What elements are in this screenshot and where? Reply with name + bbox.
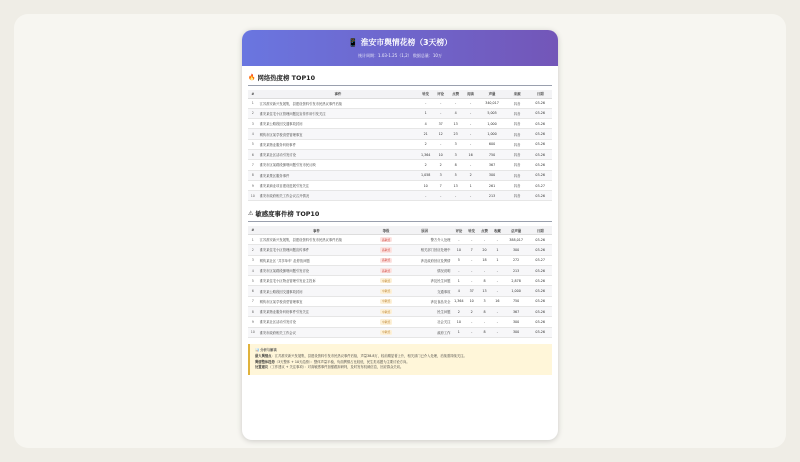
table-cell-date: 03-26	[528, 191, 552, 201]
table-cell-c5: 213	[478, 191, 506, 201]
table-cell-c3: 8	[478, 307, 491, 317]
table-cell-c2: -	[465, 327, 478, 337]
table-cell-total: 213	[504, 265, 529, 275]
column-header: 评论	[433, 90, 448, 98]
table-row[interactable]	[248, 255, 552, 265]
table-cell-title: 淮安某商业项目建设进展引发关注	[258, 180, 419, 190]
table-row[interactable]	[248, 160, 552, 170]
table-cell-c3: 20	[478, 245, 491, 255]
table-cell-date: 03-26	[528, 98, 552, 108]
table-cell-c4: -	[491, 234, 504, 244]
table-cell-c5: 5,005	[478, 108, 506, 118]
table-cell-reason: 涉及食品安全	[397, 296, 453, 306]
table-cell-c1: 10	[452, 245, 465, 255]
level-badge: 中敏感	[381, 319, 391, 324]
table-cell-src: 抖音	[506, 129, 528, 139]
table-cell-title: 淮安市区某路段拥堵问题引发市民反映	[258, 160, 419, 170]
table-cell-n: 6	[248, 286, 258, 296]
table-cell-c1: 4	[418, 119, 433, 129]
table-row[interactable]	[248, 317, 552, 327]
table-cell-c3: 13	[448, 180, 463, 190]
column-header: 日期	[528, 226, 552, 234]
table-cell-c3: 4	[448, 108, 463, 118]
table-row[interactable]	[248, 98, 552, 108]
table-cell-c4: 16	[463, 149, 478, 159]
table-cell-c3: 8	[478, 276, 491, 286]
table-cell-c4: -	[463, 108, 478, 118]
column-header: #	[248, 226, 258, 234]
table-cell-total: 272	[504, 255, 529, 265]
table-cell-c3: -	[448, 98, 463, 108]
table-cell-total: 300	[504, 317, 529, 327]
table-cell-title: 淮安某社区活动引发讨论	[258, 317, 376, 327]
table-cell-title: 淮安某公路段因交通事故封闭	[258, 119, 419, 129]
column-header: 转发	[418, 90, 433, 98]
table-cell-c3: 23	[448, 129, 463, 139]
table-cell-title: 淮安市政府相关工作会议召开情况	[258, 191, 419, 201]
table-cell-c1: 1	[452, 276, 465, 286]
table-cell-title: 淮安某景区服务事件	[258, 170, 419, 180]
table-cell-c4: -	[491, 276, 504, 286]
table-row[interactable]	[248, 265, 552, 275]
column-header: 收藏	[491, 226, 504, 234]
table-cell-c4: 1	[491, 245, 504, 255]
table-row[interactable]	[248, 327, 552, 337]
table-row[interactable]	[248, 245, 552, 255]
column-header: 日期	[528, 90, 552, 98]
table-cell-date: 03-26	[528, 160, 552, 170]
table-cell-title: 淮安某物业服务纠纷事件引发关注	[258, 307, 376, 317]
table-cell-c4: -	[463, 139, 478, 149]
table-cell-title: 淮安某物业服务纠纷事件	[258, 139, 419, 149]
table-cell-n: 7	[248, 296, 258, 306]
column-header: 转发	[465, 226, 478, 234]
table-cell-c3: 3	[478, 296, 491, 306]
table-cell-c5: 600	[478, 139, 506, 149]
table-cell-c4: -	[491, 307, 504, 317]
table-cell-date: 03-26	[528, 234, 552, 244]
table-cell-date: 03-26	[528, 296, 552, 306]
table-cell-c3: 3	[448, 149, 463, 159]
table-cell-c3: 8	[448, 160, 463, 170]
table-cell-reason: 社会关注	[397, 317, 453, 327]
table-cell-n: 8	[248, 170, 258, 180]
table-cell-c3: 13	[478, 286, 491, 296]
table-cell-total: 300	[504, 245, 529, 255]
table-cell-c2: -	[433, 191, 448, 201]
table-row[interactable]	[248, 286, 552, 296]
table-cell-c1: 21	[418, 129, 433, 139]
table-row[interactable]	[248, 149, 552, 159]
table-cell-total: 388,017	[504, 234, 529, 244]
table-cell-date: 03-26	[528, 139, 552, 149]
level-badge: 高敏感	[381, 268, 391, 273]
chart-icon: 📊	[255, 347, 260, 352]
table-cell-c3: 18	[478, 255, 491, 265]
table-cell-c4: -	[491, 265, 504, 275]
table-row[interactable]	[248, 296, 552, 306]
level-badge: 中敏感	[381, 289, 391, 294]
table-cell-title: 淮安某社区活动引发讨论	[258, 149, 419, 159]
table-cell-c3: 5	[448, 170, 463, 180]
table-cell-n: 2	[248, 245, 258, 255]
table-cell-c4: -	[463, 129, 478, 139]
table-cell-c2: 10	[465, 296, 478, 306]
table-cell-n: 9	[248, 317, 258, 327]
table-cell-c4: -	[491, 286, 504, 296]
table-cell-c4: -	[491, 327, 504, 337]
table-cell-level	[375, 317, 396, 327]
table-cell-date: 03-26	[528, 170, 552, 180]
column-header: 声量	[478, 90, 506, 98]
table-cell-date: 03-26	[528, 286, 552, 296]
table-cell-c2: 2	[465, 307, 478, 317]
table-cell-title: 江苏淮安新兴发展集，县建设资料引发市民热议事件后续	[258, 234, 376, 244]
table-cell-c1: 1,364	[418, 149, 433, 159]
table-cell-n: 4	[248, 265, 258, 275]
table-cell-level	[375, 276, 396, 286]
table-cell-c1: 1,364	[452, 296, 465, 306]
table-cell-date: 03-26	[528, 265, 552, 275]
table-cell-total: 1,000	[504, 286, 529, 296]
table-cell-title: 网传市区某学校食堂管理事宜	[258, 129, 419, 139]
table-cell-c4: -	[463, 160, 478, 170]
column-header: 等级	[375, 226, 396, 234]
table-cell-n: 5	[248, 139, 258, 149]
table-cell-c2: 10	[433, 149, 448, 159]
table-cell-c2: -	[433, 98, 448, 108]
table-cell-title: 淮安某住宅小区物业管理引发业主投诉	[258, 276, 376, 286]
table-row[interactable]	[248, 108, 552, 118]
table-row[interactable]	[248, 307, 552, 317]
level-badge: 高敏感	[381, 258, 391, 263]
table-cell-c4: 1	[463, 180, 478, 190]
table-row[interactable]	[248, 139, 552, 149]
table-cell-c2: 12	[433, 129, 448, 139]
column-header: 总声量	[504, 226, 529, 234]
neg-section-label: 敏感度事件榜 TOP10	[255, 210, 320, 219]
table-cell-n: 1	[248, 234, 258, 244]
analysis-note	[248, 344, 552, 375]
table-cell-c1: 1,058	[418, 170, 433, 180]
table-cell-n: 3	[248, 119, 258, 129]
report-title: 淮安市舆情花榜（3天榜）	[360, 38, 452, 47]
neg-section-title	[248, 209, 552, 222]
table-cell-c2: -	[465, 317, 478, 327]
table-cell-src: 抖音	[506, 160, 528, 170]
table-cell-title: 淮安某住宅小区管理问题宣传事件	[258, 245, 376, 255]
table-cell-n: 5	[248, 276, 258, 286]
table-cell-c1: 5	[452, 255, 465, 265]
table-cell-c1: 10	[452, 317, 465, 327]
table-cell-date: 03-26	[528, 129, 552, 139]
analysis-line-2: 舆情整体趋势（3天整体 + 10天趋势）：整体声量平稳，负面舆情占比较低，民生类话题为主要讨论方向。	[255, 359, 410, 364]
table-cell-c2: -	[465, 234, 478, 244]
table-cell-c5: 367	[478, 160, 506, 170]
table-cell-c3: -	[478, 265, 491, 275]
level-badge: 中敏感	[381, 330, 391, 335]
table-cell-total: 300	[504, 327, 529, 337]
table-cell-level	[375, 234, 396, 244]
table-cell-n: 2	[248, 108, 258, 118]
table-cell-n: 10	[248, 191, 258, 201]
warning-icon: ⚠	[248, 210, 254, 218]
table-cell-title: 淮安市区某路段拥堵问题引发讨论	[258, 265, 376, 275]
table-cell-c4: -	[491, 317, 504, 327]
table-cell-n: 10	[248, 327, 258, 337]
hot-table	[248, 90, 552, 201]
table-cell-c1: 4	[452, 286, 465, 296]
table-cell-level	[375, 245, 396, 255]
table-cell-date: 03-27	[528, 180, 552, 190]
analysis-line-3: 处置建议（工作建议 + 关注事项）：对高敏感事件加强跟踪研判，及时发布权威信息，回应群众关切。	[255, 365, 404, 370]
table-cell-reason: 民生问题	[397, 307, 453, 317]
table-cell-src: 抖音	[506, 149, 528, 159]
table-cell-date: 03-26	[528, 276, 552, 286]
table-cell-date: 03-26	[528, 245, 552, 255]
table-cell-title: 淮安市政府相关工作会议	[258, 327, 376, 337]
table-cell-date: 03-27	[528, 255, 552, 265]
level-badge: 中敏感	[381, 309, 391, 314]
table-cell-n: 3	[248, 255, 258, 265]
table-cell-c5: 261	[478, 180, 506, 190]
table-cell-reason: 交通事故	[397, 286, 453, 296]
table-cell-src: 抖音	[506, 180, 528, 190]
table-cell-date: 03-26	[528, 149, 552, 159]
neg-table	[248, 226, 552, 337]
table-cell-c5: 1,000	[478, 119, 506, 129]
table-cell-level	[375, 307, 396, 317]
table-cell-c1: -	[418, 191, 433, 201]
table-cell-c2: 7	[465, 245, 478, 255]
table-cell-c3: -	[448, 191, 463, 201]
table-cell-level	[375, 296, 396, 306]
table-cell-c1: 1	[418, 108, 433, 118]
table-cell-c1: 2	[452, 307, 465, 317]
table-cell-c3: -	[478, 317, 491, 327]
table-cell-c2: -	[433, 139, 448, 149]
table-cell-date: 03-26	[528, 327, 552, 337]
report-header	[242, 30, 558, 66]
table-cell-c4: -	[463, 98, 478, 108]
table-cell-c5: 300	[478, 170, 506, 180]
table-cell-n: 4	[248, 129, 258, 139]
report-card	[242, 30, 558, 440]
table-cell-src: 抖音	[506, 119, 528, 129]
table-cell-c1: -	[452, 265, 465, 275]
column-header: 点赞	[478, 226, 491, 234]
table-row[interactable]	[248, 191, 552, 201]
table-cell-c5: 340,017	[478, 98, 506, 108]
table-cell-c1: -	[452, 234, 465, 244]
table-cell-level	[375, 286, 396, 296]
table-cell-src: 抖音	[506, 170, 528, 180]
table-cell-date: 03-26	[528, 317, 552, 327]
table-cell-n: 9	[248, 180, 258, 190]
table-cell-c4: 2	[463, 170, 478, 180]
fire-icon: 🔥	[248, 74, 256, 81]
table-cell-c5: 750	[478, 149, 506, 159]
table-cell-reason: 情况说明	[397, 265, 453, 275]
table-cell-level	[375, 327, 396, 337]
table-cell-c2: -	[465, 276, 478, 286]
table-cell-c2: 2	[433, 160, 448, 170]
table-cell-c2: -	[465, 265, 478, 275]
column-header: 来源	[506, 90, 528, 98]
table-cell-c4: -	[463, 191, 478, 201]
table-cell-c3: 8	[478, 327, 491, 337]
table-row[interactable]	[248, 276, 552, 286]
table-cell-reason: 涉及政府回应及舆情	[397, 255, 453, 265]
table-cell-n: 7	[248, 160, 258, 170]
table-cell-c1: 10	[418, 180, 433, 190]
column-header: 事件	[258, 226, 376, 234]
table-cell-c1: 2	[418, 139, 433, 149]
table-cell-c1: -	[418, 98, 433, 108]
table-cell-reason: 政府工作	[397, 327, 453, 337]
table-cell-total: 367	[504, 307, 529, 317]
table-row[interactable]	[248, 170, 552, 180]
table-cell-src: 抖音	[506, 139, 528, 149]
phone-icon: 📱	[348, 38, 358, 47]
level-badge: 高敏感	[381, 247, 391, 252]
table-cell-date: 03-26	[528, 119, 552, 129]
report-title-row	[242, 37, 558, 48]
table-cell-title: 江苏淮安新兴发展集，县建设资料引发市民热议事件后续	[258, 98, 419, 108]
table-cell-level	[375, 265, 396, 275]
table-cell-total: 2,878	[504, 276, 529, 286]
table-cell-c4: -	[463, 119, 478, 129]
table-cell-n: 6	[248, 149, 258, 159]
table-cell-date: 03-26	[528, 307, 552, 317]
column-header: 评论	[452, 226, 465, 234]
table-cell-src: 抖音	[506, 108, 528, 118]
table-cell-c5: 1,000	[478, 129, 506, 139]
table-cell-n: 1	[248, 98, 258, 108]
level-badge: 中敏感	[381, 299, 391, 304]
table-cell-c2: -	[433, 108, 448, 118]
analysis-line-1: 最大舆情点：江苏淮安新兴发展集，县建设资料引发市民热议事件后续，声量38.8万，较前期显著上升，相关部门已介入处理，后续需持续关注。	[255, 354, 467, 359]
table-row[interactable]	[248, 234, 552, 244]
level-badge: 高敏感	[381, 237, 391, 242]
table-cell-c2: 37	[433, 119, 448, 129]
table-row[interactable]	[248, 119, 552, 129]
table-cell-src: 抖音	[506, 98, 528, 108]
table-cell-c2: 3	[433, 170, 448, 180]
table-cell-reason: 警方介入处理	[397, 234, 453, 244]
table-cell-reason: 涉及民生问题	[397, 276, 453, 286]
column-header: 阅读	[463, 90, 478, 98]
table-cell-reason: 相关部门回应处理中	[397, 245, 453, 255]
table-cell-c3: 13	[448, 119, 463, 129]
table-cell-title: 网传市区某学校食堂管理事宜	[258, 296, 376, 306]
level-badge: 中敏感	[381, 278, 391, 283]
table-cell-level	[375, 255, 396, 265]
table-cell-src: 抖音	[506, 191, 528, 201]
table-cell-c2: -	[465, 255, 478, 265]
column-header: 点赞	[448, 90, 463, 98]
table-cell-c2: 37	[465, 286, 478, 296]
table-cell-c4: 1	[491, 255, 504, 265]
table-cell-c4: 16	[491, 296, 504, 306]
report-meta: 统计周期：1.03-1.25（1,2） 数据总量：10万	[358, 53, 442, 58]
table-cell-c3: -	[478, 234, 491, 244]
table-cell-n: 8	[248, 307, 258, 317]
table-cell-c1: 1	[452, 327, 465, 337]
table-cell-date: 03-26	[528, 108, 552, 118]
table-row[interactable]	[248, 180, 552, 190]
hot-section-label: 网络热度榜 TOP10	[257, 74, 316, 82]
table-cell-title: 淮安某公路段因交通事故封闭	[258, 286, 376, 296]
column-header: 事件	[258, 90, 419, 98]
column-header: #	[248, 90, 258, 98]
table-cell-total: 750	[504, 296, 529, 306]
table-cell-c2: 7	[433, 180, 448, 190]
table-cell-title: 淮安某住宅小区管理问题及宣传作用引发关注	[258, 108, 419, 118]
table-cell-c1: 2	[418, 160, 433, 170]
analysis-note-heading: 📊 分析与解读	[255, 347, 277, 352]
hot-section-title	[248, 73, 552, 86]
column-header: 原因	[397, 226, 453, 234]
table-cell-title: 网传某社区 '共享单车' 乱停放问题	[258, 255, 376, 265]
table-cell-c3: 3	[448, 139, 463, 149]
table-row[interactable]	[248, 129, 552, 139]
